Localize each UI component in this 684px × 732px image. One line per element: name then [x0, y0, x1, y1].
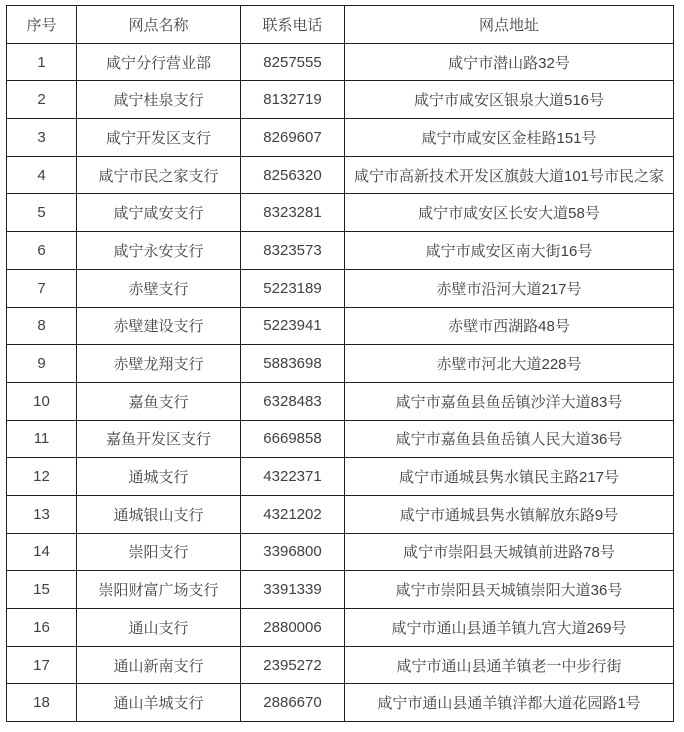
table-row: [7, 458, 674, 496]
cell-index: 15: [7, 571, 77, 609]
cell-phone: 8323281: [241, 194, 345, 232]
cell-branch-name: 通城银山支行: [77, 495, 241, 533]
cell-phone: 3396800: [241, 533, 345, 571]
cell-phone: 4321202: [241, 495, 345, 533]
cell-address: 咸宁市嘉鱼县鱼岳镇沙洋大道83号: [345, 382, 674, 420]
cell-phone: 5223941: [241, 307, 345, 345]
cell-phone: 8256320: [241, 156, 345, 194]
cell-phone: 3391339: [241, 571, 345, 609]
header-row: [7, 6, 674, 44]
cell-index: 8: [7, 307, 77, 345]
table-row: [7, 81, 674, 119]
cell-branch-name: 通山羊城支行: [77, 684, 241, 722]
cell-phone: 8269607: [241, 119, 345, 157]
cell-branch-name: 咸宁开发区支行: [77, 119, 241, 157]
table-row: [7, 609, 674, 647]
table-row: [7, 495, 674, 533]
header-address: 网点地址: [345, 6, 674, 44]
cell-phone: 6669858: [241, 420, 345, 458]
cell-branch-name: 崇阳支行: [77, 533, 241, 571]
cell-index: 4: [7, 156, 77, 194]
table-row: [7, 156, 674, 194]
cell-index: 1: [7, 43, 77, 81]
cell-branch-name: 崇阳财富广场支行: [77, 571, 241, 609]
cell-phone: 5883698: [241, 345, 345, 383]
cell-phone: 6328483: [241, 382, 345, 420]
cell-index: 17: [7, 646, 77, 684]
table-row: [7, 571, 674, 609]
cell-address: 咸宁市咸安区长安大道58号: [345, 194, 674, 232]
cell-branch-name: 通山新南支行: [77, 646, 241, 684]
cell-index: 10: [7, 382, 77, 420]
cell-index: 12: [7, 458, 77, 496]
cell-index: 16: [7, 609, 77, 647]
cell-index: 11: [7, 420, 77, 458]
table-row: [7, 533, 674, 571]
table-row: [7, 420, 674, 458]
cell-address: 咸宁市崇阳县天城镇前进路78号: [345, 533, 674, 571]
cell-index: 14: [7, 533, 77, 571]
header-phone: 联系电话: [241, 6, 345, 44]
cell-branch-name: 咸宁市民之家支行: [77, 156, 241, 194]
cell-branch-name: 咸宁咸安支行: [77, 194, 241, 232]
cell-phone: 2395272: [241, 646, 345, 684]
cell-index: 9: [7, 345, 77, 383]
cell-index: 13: [7, 495, 77, 533]
cell-address: 咸宁市通城县隽水镇民主路217号: [345, 458, 674, 496]
cell-address: 赤壁市河北大道228号: [345, 345, 674, 383]
table-row: [7, 684, 674, 722]
cell-address: 咸宁市嘉鱼县鱼岳镇人民大道36号: [345, 420, 674, 458]
cell-phone: 4322371: [241, 458, 345, 496]
table-row: [7, 194, 674, 232]
table-row: [7, 232, 674, 270]
table-row: [7, 382, 674, 420]
cell-branch-name: 嘉鱼开发区支行: [77, 420, 241, 458]
table-row: [7, 43, 674, 81]
cell-branch-name: 咸宁桂泉支行: [77, 81, 241, 119]
cell-index: 6: [7, 232, 77, 270]
cell-phone: 8132719: [241, 81, 345, 119]
cell-branch-name: 赤壁龙翔支行: [77, 345, 241, 383]
cell-address: 咸宁市崇阳县天城镇崇阳大道36号: [345, 571, 674, 609]
cell-address: 咸宁市通山县通羊镇洋都大道花园路1号: [345, 684, 674, 722]
cell-index: 7: [7, 269, 77, 307]
cell-phone: 8323573: [241, 232, 345, 270]
cell-index: 18: [7, 684, 77, 722]
cell-address: 咸宁市通山县通羊镇老一中步行街: [345, 646, 674, 684]
cell-address: 咸宁市咸安区银泉大道516号: [345, 81, 674, 119]
header-branch-name: 网点名称: [77, 6, 241, 44]
cell-phone: 2886670: [241, 684, 345, 722]
cell-address: 赤壁市西湖路48号: [345, 307, 674, 345]
cell-address: 咸宁市潜山路32号: [345, 43, 674, 81]
cell-phone: 8257555: [241, 43, 345, 81]
cell-branch-name: 赤壁建设支行: [77, 307, 241, 345]
cell-branch-name: 嘉鱼支行: [77, 382, 241, 420]
cell-address: 咸宁市咸安区金桂路151号: [345, 119, 674, 157]
cell-phone: 5223189: [241, 269, 345, 307]
table-row: [7, 646, 674, 684]
cell-address: 咸宁市咸安区南大街16号: [345, 232, 674, 270]
cell-branch-name: 通城支行: [77, 458, 241, 496]
table-row: [7, 269, 674, 307]
header-index: 序号: [7, 6, 77, 44]
cell-phone: 2880006: [241, 609, 345, 647]
cell-branch-name: 咸宁永安支行: [77, 232, 241, 270]
cell-address: 赤壁市沿河大道217号: [345, 269, 674, 307]
cell-index: 3: [7, 119, 77, 157]
cell-address: 咸宁市通城县隽水镇解放东路9号: [345, 495, 674, 533]
branch-table: [6, 5, 674, 722]
cell-address: 咸宁市高新技术开发区旗鼓大道101号市民之家: [345, 156, 674, 194]
cell-branch-name: 咸宁分行营业部: [77, 43, 241, 81]
table-row: [7, 345, 674, 383]
table-row: [7, 119, 674, 157]
cell-index: 5: [7, 194, 77, 232]
cell-address: 咸宁市通山县通羊镇九宫大道269号: [345, 609, 674, 647]
table-row: [7, 307, 674, 345]
cell-branch-name: 通山支行: [77, 609, 241, 647]
cell-index: 2: [7, 81, 77, 119]
cell-branch-name: 赤壁支行: [77, 269, 241, 307]
